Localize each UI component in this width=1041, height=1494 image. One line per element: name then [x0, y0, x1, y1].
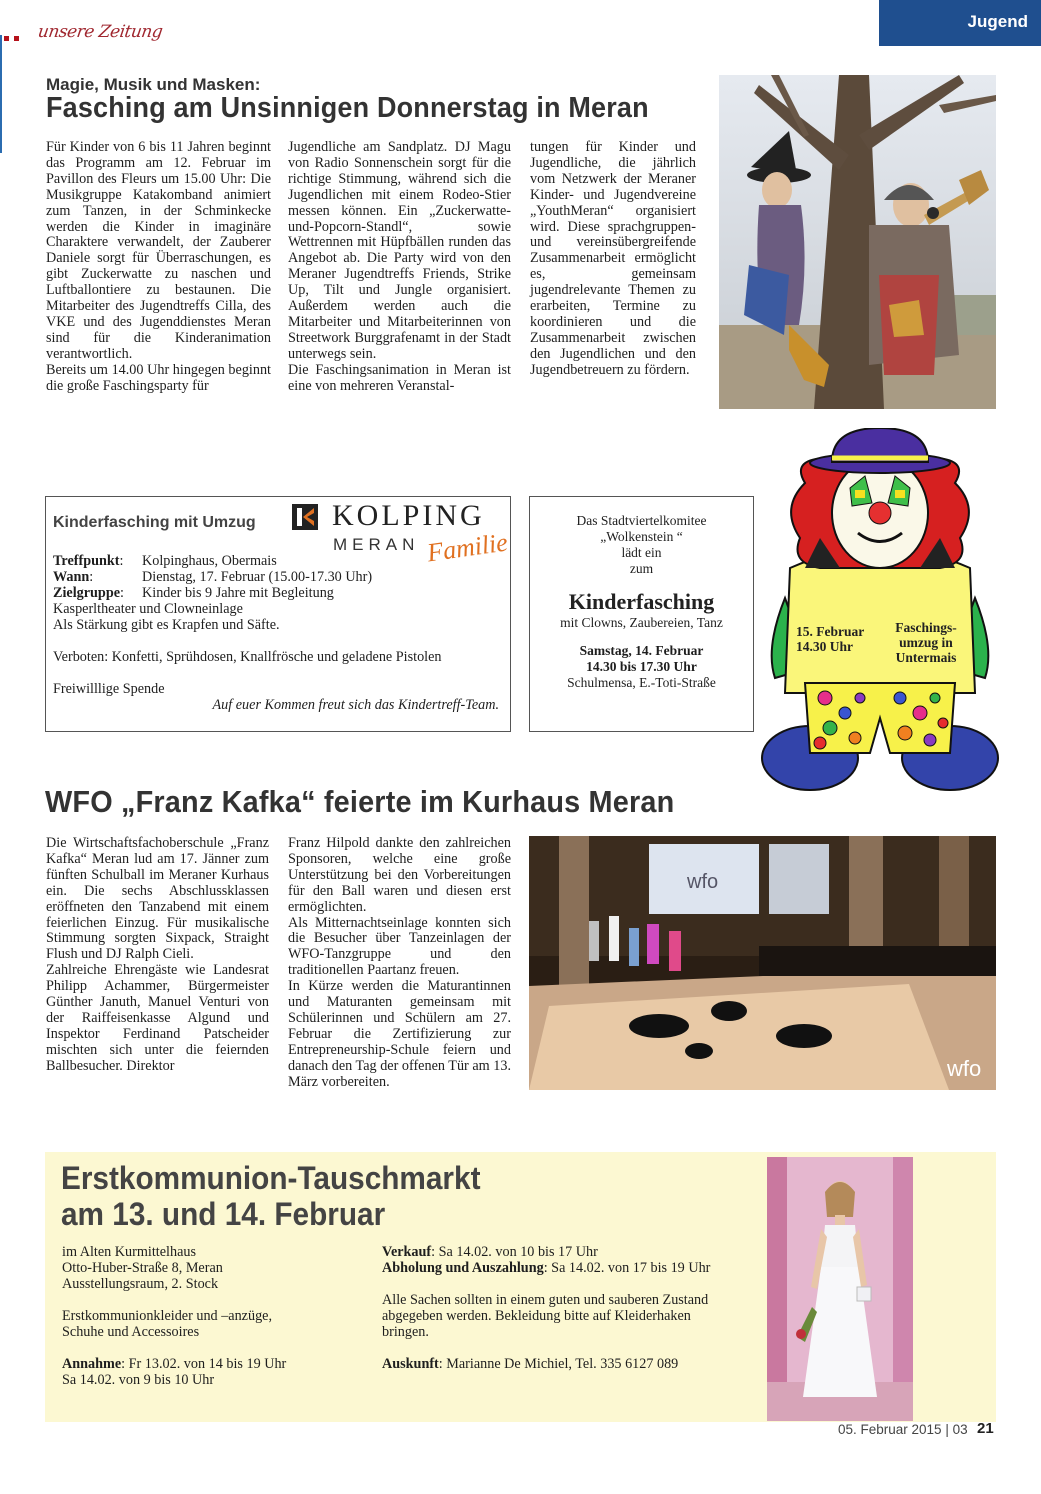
left-rule: [0, 35, 2, 153]
intro-line: zum: [629, 561, 654, 576]
kommunion-title: [61, 1160, 480, 1232]
info-label: Auskunft: [382, 1356, 439, 1372]
info-label: Treffpunkt: [53, 553, 120, 569]
kolping-info: [53, 553, 503, 713]
info-line: Schuhe und Accessoires: [62, 1324, 200, 1340]
kolping-logo-script: Familie: [425, 527, 510, 568]
clown-left-line: 14.30 Uhr: [796, 639, 853, 654]
kolping-k-logo-icon: [292, 504, 318, 530]
paragraph: Franz Hilpold dankte den zahlreichen Sponsoren, welche eine große Unterstützung bei den Vorbereitungen für den Ball waren und diesen erst ermöglichten.: [288, 835, 511, 915]
kommunion-left-info: [62, 1244, 372, 1388]
paragraph: Jugendliche am Sandplatz. DJ Magu von Radio Sonnenschein sorgt für die richtige Stimmung, während sich die Jugendlichen mit einem Rodeo-Stier messen können. Ein „Zuckerwatte-und-Popcorn-Standl“, sowie Wettrennen mit Hüpfbällen runden das Angebot ab. Die Party wird von den Meraner Jugendtreffs Friends, Strike Up, Tilt und Jungle organisiert. Außerdem werden auch die Mitarbeiter und Mitarbeiterinnen von Streetwork Burggrafenamt in der Stadt unterwegs sein.: [288, 139, 511, 362]
witches-photo: [719, 75, 996, 409]
info-line: Als Stärkung gibt es Krapfen und Säfte.: [53, 617, 280, 633]
info-line: im Alten Kurmittelhaus: [62, 1244, 196, 1260]
info-value: : Sa 14.02. von 17 bis 19 Uhr: [543, 1260, 711, 1276]
paragraph: Als Mitternachtseinlage konnten sich die Besucher über Tanzeinlagen der WFO-Tanzgruppe und den traditionellen Paartanz freuen.: [288, 914, 511, 979]
info-line: Ausstellungsraum, 2. Stock: [62, 1276, 219, 1292]
info-line: Verboten: Konfetti, Sprühdosen, Knallfrösche und geladene Pistolen: [53, 649, 442, 665]
info-line: Erstkommunionkleider und –anzüge,: [62, 1308, 273, 1324]
info-row: Treffpunkt: Kolpinghaus, Obermais: [53, 553, 277, 569]
info-line: [62, 1356, 372, 1372]
info-label: Zielgruppe: [53, 585, 121, 601]
info-line: Sa 14.02. von 9 bis 10 Uhr: [62, 1372, 215, 1388]
info-label: Verkauf: [382, 1244, 432, 1260]
intro-line: Das Stadtviertelkomitee: [576, 513, 707, 528]
clown-right-text: [888, 620, 964, 665]
paragraph: Bereits um 14.00 Uhr hingegen beginnt die große Faschingsparty für: [46, 361, 271, 394]
wolkenstein-subtitle: mit Clowns, Zaubereien, Tanz: [560, 615, 723, 630]
paragraph: Die Faschingsanimation in Meran ist eine von mehreren Veranstal-: [288, 361, 511, 394]
info-line: abgegeben werden. Bekleidung bitte auf Kleiderhaken: [382, 1308, 691, 1324]
clown-left-text: [796, 624, 864, 654]
footer-date: 05. Februar 2015 | 03: [838, 1422, 968, 1437]
wfo-watermark: wfo: [947, 1056, 982, 1081]
info-label: Abholung und Auszahlung: [382, 1260, 544, 1276]
paragraph: Die Wirtschaftsfachoberschule „Franz Kafka“ Meran lud am 17. Jänner zum fünften Schulball im Meraner Kurhaus ein. Die sechs Abschlussklassen eröffneten den Tanzabend mit einem feierlichen Einzug. Für musikalische Stimmung sorgten Sixpack, Straight Flush und DJ Ralph Cieli.: [46, 835, 269, 963]
masthead-logo: unsere Zeitung: [36, 22, 164, 42]
article1-col3: [530, 140, 696, 379]
wolkenstein-place: Schulmensa, E.-Toti-Straße: [567, 675, 716, 690]
info-value: Kinder bis 9 Jahre mit Begleitung: [142, 585, 334, 601]
info-line: bringen.: [382, 1324, 429, 1340]
wfo-screen-logo: wfo: [687, 871, 719, 893]
clown-right-line: umzug in: [899, 635, 953, 650]
paragraph: Zahlreiche Ehrengäste wie Landesrat Philipp Achammer, Bürgermeister Günther Januth, Manuel Venturi von der Raiffeisenkasse Algund und Inspektor Ferdinand Patscheider mischten sich unter die feiernden Ballbesucher. Direktor: [46, 962, 269, 1074]
paragraph: tungen für Kinder und Jugendliche, die jährlich vom Netzwerk der Meraner Kinder- und Jugendvereine „YouthMeran“ organisiert wird. Diese sprachgruppen- und vereinsübergreifende Zusammenarbeit ermöglicht es, gemeinsam jugendrelevante Themen zu erarbeiten, Termine zu koordinieren und die Zusammenarbeit zwischen den Jugendlichen und den Jugendbetreuern zu fördern.: [530, 139, 696, 378]
kolping-logo-sub: MERAN: [333, 535, 420, 554]
info-label: Annahme: [62, 1356, 122, 1372]
paragraph: Für Kinder von 6 bis 11 Jahren beginnt das Programm am 12. Februar im Pavillon des Fleurs um 15.00 Uhr: Die Musikgruppe Katakomband animiert zum Tanzen, in der Schminkecke werden die Kinder in imaginäre Charaktere verwandelt, der Zauberer Daniele sorgt für Überraschungen, es gibt Zuckerwatte zu naschen und Luftballontiere zu bestaunen. Die Mitarbeiter des Jugendtreffs Cilla, des VKE und des Jugenddienstes Meran sind für die Kinderanimation verantwortlich.: [46, 139, 271, 362]
info-line: Alle Sachen sollten in einem guten und sauberen Zustand: [382, 1292, 709, 1308]
article2-col1: [46, 836, 269, 1075]
ball-photo: [529, 836, 996, 1090]
info-row: Zielgruppe: Kinder bis 9 Jahre mit Begleitung: [53, 585, 334, 601]
info-line: Freiwilllige Spende: [53, 681, 165, 697]
info-line: [382, 1356, 762, 1372]
article1-kicker: Magie, Musik und Masken:: [46, 75, 261, 94]
info-value: Dienstag, 17. Februar (15.00-17.30 Uhr): [142, 569, 373, 585]
clown-left-line: 15. Februar: [796, 624, 865, 639]
clown-right-line: Faschings-: [895, 620, 957, 635]
info-row: Wann: Dienstag, 17. Februar (15.00-17.30 Uhr): [53, 569, 373, 585]
info-value: : Sa 14.02. von 10 bis 17 Uhr: [431, 1244, 598, 1260]
kolping-title: Kinderfasching mit Umzug: [53, 514, 256, 531]
info-line: Kasperltheater und Clowneinlage: [53, 601, 243, 617]
intro-line: lädt ein: [621, 545, 662, 560]
kommunion-right-info: [382, 1244, 762, 1372]
article1-col1: [46, 140, 271, 395]
article1-headline: Fasching am Unsinnigen Donnerstag in Meran: [46, 92, 649, 124]
intro-line: „Wolkenstein “: [600, 529, 683, 544]
article2-col2: [288, 836, 511, 1091]
wolkenstein-title: Kinderfasching: [568, 589, 715, 614]
info-value: : Marianne De Michiel, Tel. 335 6127 089: [438, 1356, 679, 1372]
clown-illustration: [760, 428, 1000, 794]
kolping-signoff: Auf euer Kommen freut sich das Kindertreff-Team.: [212, 697, 499, 713]
wolkenstein-content: [530, 513, 753, 691]
wolkenstein-date: Samstag, 14. Februar: [579, 643, 704, 658]
clown-right-line: Untermais: [895, 650, 957, 665]
article1-col2: [288, 140, 511, 395]
info-line: [382, 1244, 762, 1260]
article2-headline: WFO „Franz Kafka“ feierte im Kurhaus Meran: [45, 784, 675, 819]
wolkenstein-time: 14.30 bis 17.30 Uhr: [586, 659, 697, 674]
paragraph: In Kürze werden die Maturantinnen und Maturanten gemeinsam mit Schülerinnen und Schülern am 27. Februar die Zertifizierung zur Entrepreneurship-Schule feiern und danach den Tag der offenen Tür am 13. März vorbereiten.: [288, 978, 511, 1090]
communion-girl-photo: [767, 1157, 913, 1421]
info-line: Otto-Huber-Straße 8, Meran: [62, 1260, 223, 1276]
info-line: [382, 1260, 762, 1276]
kommunion-title-line: am 13. und 14. Februar: [61, 1196, 386, 1232]
kolping-logo-text: KOLPING: [332, 499, 485, 532]
info-value: Kolpinghaus, Obermais: [142, 553, 277, 569]
info-value: : Fr 13.02. von 14 bis 19 Uhr: [121, 1356, 287, 1372]
page-number: 21: [977, 1420, 994, 1437]
logo-marks: [4, 28, 26, 34]
section-tab: Jugend: [879, 0, 1041, 46]
kommunion-title-line: Erstkommunion-Tauschmarkt: [61, 1160, 481, 1196]
info-label: Wann: [53, 569, 90, 585]
